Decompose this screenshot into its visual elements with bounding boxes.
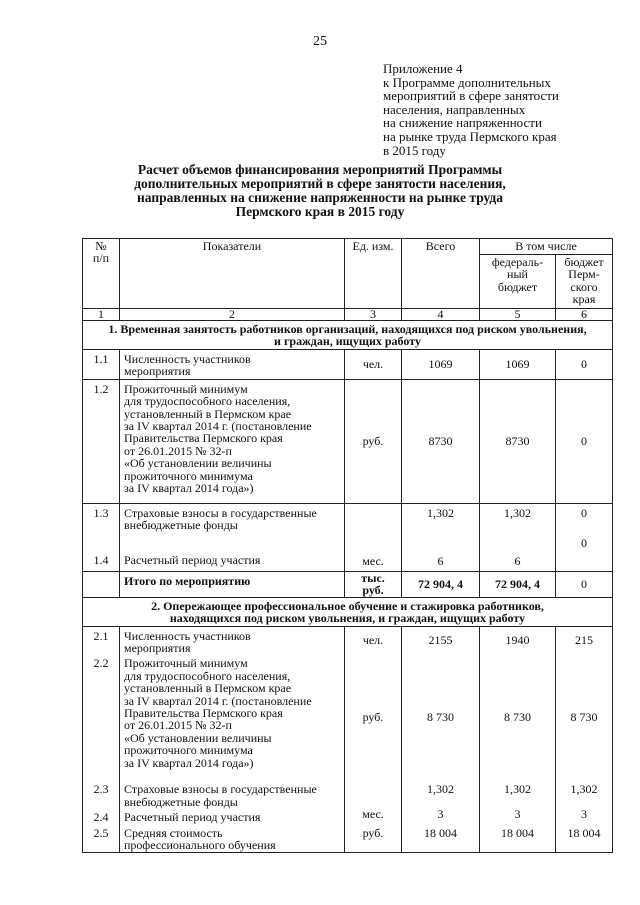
row-total: 6 bbox=[402, 551, 480, 571]
header-total: Всего bbox=[402, 239, 480, 309]
row-federal: 6 bbox=[480, 551, 556, 571]
title-line: направленных на снижение напряженности на рынке труда bbox=[136, 190, 504, 205]
table-row bbox=[83, 780, 613, 808]
row-indicator: Численность участников мероприятия bbox=[120, 349, 345, 379]
col-number: 1 bbox=[83, 309, 120, 321]
title-line: Расчет объемов финансирования мероприятий Программы bbox=[137, 162, 503, 177]
table-row bbox=[83, 503, 613, 551]
table-row bbox=[83, 654, 613, 780]
row-unit: руб. bbox=[345, 379, 402, 503]
row-num: 1.1 bbox=[83, 349, 120, 379]
row-indicator: Страховые взносы в государственные внебюджетные фонды bbox=[120, 503, 345, 551]
row-total: 1,302 bbox=[402, 503, 480, 551]
row-indicator: Прожиточный минимум для трудоспособного населения, установленный в Пермском крае за IV квартал 2014 г. (постановление Правительства Пермского края от 26.01.2015 № 32-п «Об установлении величины прожиточного минимума за IV квартал 2014 года») bbox=[120, 379, 345, 503]
row-num: 2.1 bbox=[83, 626, 120, 654]
row-unit: мес. bbox=[345, 551, 402, 571]
row-total: 8 730 bbox=[402, 654, 480, 780]
appendix-note bbox=[383, 62, 559, 157]
row-indicator: Средняя стоимость профессионального обучения bbox=[120, 824, 345, 852]
row-num: 2.4 bbox=[83, 808, 120, 823]
row-federal: 1069 bbox=[480, 349, 556, 379]
col-number: 3 bbox=[345, 309, 402, 321]
header-unit: Ед. изм. bbox=[345, 239, 402, 309]
row-num: 2.3 bbox=[83, 780, 120, 808]
row-unit: руб. bbox=[345, 824, 402, 852]
document-title bbox=[100, 163, 540, 219]
row-total: 2155 bbox=[402, 626, 480, 654]
table-row bbox=[83, 551, 613, 571]
title-line: дополнительных мероприятий в сфере занятости населения, bbox=[134, 176, 506, 191]
section-title: 1. Временная занятость работников организаций, находящихся под риском увольнения, и граждан, ищущих работу bbox=[83, 321, 613, 350]
appendix-line: мероприятий в сфере занятости bbox=[383, 88, 559, 104]
appendix-line: Приложение 4 bbox=[383, 61, 463, 76]
row-federal: 1,302 bbox=[480, 780, 556, 808]
appendix-line: в 2015 году bbox=[383, 142, 446, 158]
row-indicator: Страховые взносы в государственные внебюджетные фонды bbox=[120, 780, 345, 808]
row-regional: 8 730 bbox=[556, 654, 613, 780]
total-value: 72 904, 4 bbox=[402, 571, 480, 597]
appendix-line: к Программе дополнительных bbox=[383, 74, 551, 90]
header-num: № п/п bbox=[83, 239, 120, 309]
row-indicator: Численность участников мероприятия bbox=[120, 626, 345, 654]
table-row bbox=[83, 626, 613, 654]
row-num: 1.3 bbox=[83, 503, 120, 551]
row-indicator: Расчетный период участия bbox=[120, 551, 345, 571]
row-num: 1.2 bbox=[83, 379, 120, 503]
row-num: 2.2 bbox=[83, 654, 120, 780]
col-number: 5 bbox=[480, 309, 556, 321]
row-federal: 1,302 bbox=[480, 503, 556, 551]
row-federal: 3 bbox=[480, 808, 556, 823]
row-regional: 1,302 bbox=[556, 780, 613, 808]
empty-cell bbox=[83, 571, 120, 597]
row-unit bbox=[345, 503, 402, 551]
row-regional: 0 bbox=[556, 349, 613, 379]
table-row bbox=[83, 379, 613, 503]
appendix-line: на рынке труда Пермского края bbox=[383, 128, 557, 144]
section-title: 2. Опережающее профессиональное обучение и стажировка работников, находящихся под риском увольнения, и граждан, ищущих работу bbox=[83, 597, 613, 626]
col-number: 2 bbox=[120, 309, 345, 321]
financing-table bbox=[82, 238, 613, 853]
row-total: 18 004 bbox=[402, 824, 480, 852]
row-regional: 0 bbox=[556, 379, 613, 503]
total-label: Итого по мероприятию bbox=[120, 571, 345, 597]
row-unit: мес. bbox=[345, 808, 402, 823]
row-unit: чел. bbox=[345, 349, 402, 379]
row-total: 3 bbox=[402, 808, 480, 823]
row-indicator: Расчетный период участия bbox=[120, 808, 345, 823]
header-federal: федераль- ный бюджет bbox=[480, 255, 556, 309]
total-row bbox=[83, 571, 613, 597]
row-unit: руб. bbox=[345, 654, 402, 780]
header-including: В том числе bbox=[480, 239, 613, 255]
row-regional: 18 004 bbox=[556, 824, 613, 852]
row-total: 1069 bbox=[402, 349, 480, 379]
col-number: 4 bbox=[402, 309, 480, 321]
row-indicator: Прожиточный минимум для трудоспособного населения, установленный в Пермском крае за IV квартал 2014 г. (постановление Правительства Пермского края от 26.01.2015 № 32-п «Об установлении величины прожиточного минимума за IV квартал 2014 года») bbox=[120, 654, 345, 780]
table-row bbox=[83, 349, 613, 379]
title-line: Пермского края в 2015 году bbox=[235, 204, 405, 219]
col-number: 6 bbox=[556, 309, 613, 321]
row-federal: 8730 bbox=[480, 379, 556, 503]
table-row bbox=[83, 824, 613, 852]
row-total: 1,302 bbox=[402, 780, 480, 808]
row-federal: 1940 bbox=[480, 626, 556, 654]
row-total: 8730 bbox=[402, 379, 480, 503]
row-regional: 215 bbox=[556, 626, 613, 654]
row-num: 2.5 bbox=[83, 824, 120, 852]
appendix-line: на снижение напряженности bbox=[383, 115, 542, 131]
row-unit bbox=[345, 780, 402, 808]
total-unit: тыс. руб. bbox=[345, 571, 402, 597]
row-num: 1.4 bbox=[83, 551, 120, 571]
row-regional: 0 bbox=[556, 503, 613, 551]
header-indicator: Показатели bbox=[120, 239, 345, 309]
header-regional: бюджет Перм- ского края bbox=[556, 255, 613, 309]
total-federal: 72 904, 4 bbox=[480, 571, 556, 597]
row-regional: 3 bbox=[556, 808, 613, 823]
row-federal: 18 004 bbox=[480, 824, 556, 852]
row-unit: чел. bbox=[345, 626, 402, 654]
table-row bbox=[83, 808, 613, 823]
total-regional: 0 bbox=[556, 571, 613, 597]
row-federal: 8 730 bbox=[480, 654, 556, 780]
page-number: 25 bbox=[313, 34, 327, 49]
appendix-line: населения, направленных bbox=[383, 101, 526, 117]
row-regional: 0 bbox=[556, 537, 613, 557]
